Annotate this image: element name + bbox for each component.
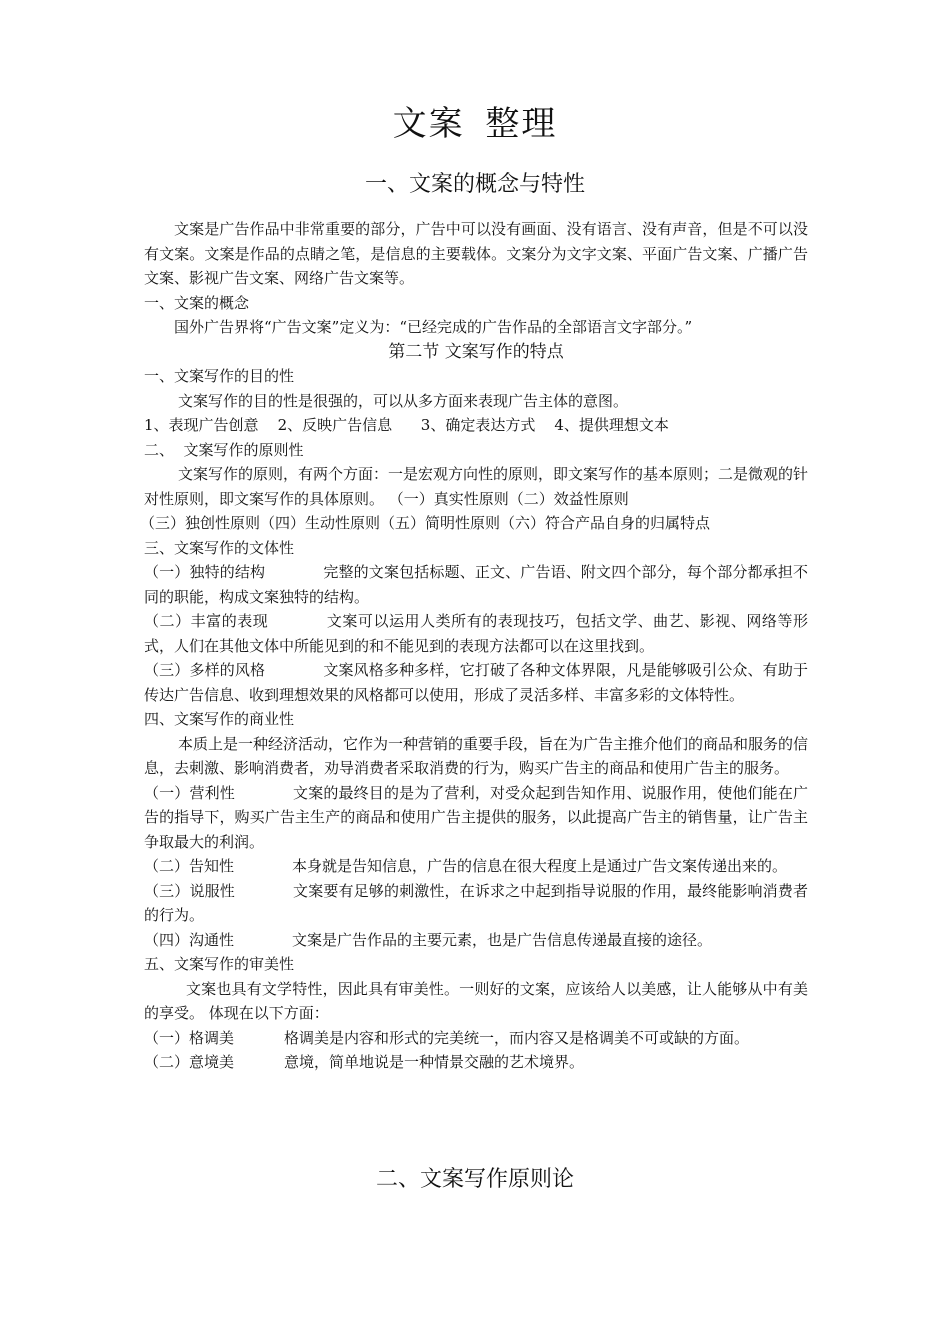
style-item-structure-text: 完整的文案包括标题、正文、广告语、附文四个部分，每个部分都承担不同的职能，构成文案独特的结构。 (144, 563, 808, 606)
style-item-structure-label: （一）独特的结构 (144, 563, 266, 581)
concept-heading: 一、文案的概念 (144, 293, 250, 312)
commerce-item-profit-text: 文案的最终目的是为了营利，对受众起到告知作用、说服作用，使他们能在广告的指导下，购买广告主生产的商品和使用广告主提供的服务，以此提高广告主的销售量，让广告主争取最大的利润。 (144, 783, 808, 851)
commerce-item-inform-label: （二）告知性 (144, 857, 235, 875)
aesthetic-item-style (144, 1026, 808, 1051)
style-item-variety (144, 658, 808, 707)
commerce-item-persuade-label: （三）说服性 (144, 881, 235, 900)
commerce-item-profit-label: （一）营利性 (144, 783, 235, 802)
principle-list: （三）独创性原则（四）生动性原则（五）简明性原则（六）符合产品自身的归属特点 (140, 514, 711, 532)
purpose-heading: 一、文案写作的目的性 (144, 367, 295, 385)
principle-text: 文案写作的原则，有两个方面：一是宏观方向性的原则，即文案写作的基本原则；二是微观的针对性原则，即文案写作的具体原则。 （一）真实性原则（二）效益性原则 (144, 465, 809, 508)
style-item-expression-text: 文案可以运用人类所有的表现技巧，包括文学、曲艺、影视、网络等形式，人们在其他文体中所能见到的和不能见到的表现方法都可以在这里找到。 (144, 612, 808, 655)
section-title-writing-traits: 第二节 文案写作的特点 (388, 341, 564, 362)
aesthetic-item-mood-label: （二）意境美 (144, 1053, 235, 1071)
intro-paragraph: 文案是广告作品中非常重要的部分，广告中可以没有画面、没有语言、没有声音，但是不可以没有文案。文案是作品的点睛之笔，是信息的主要载体。文案分为文字文案、平面广告文案、广播广告文案、影视广告文案、网络广告文案等。 (144, 220, 808, 287)
purpose-text: 文案写作的目的性是很强的，可以从多方面来表现广告主体的意图。 (178, 391, 629, 410)
commerce-item-profit (144, 781, 808, 855)
style-item-variety-text: 文案风格多种多样，它打破了各种文体界限，凡是能够吸引公众、有助于传达广告信息、收到理想效果的风格都可以使用，形成了灵活多样、丰富多彩的文体特性。 (144, 661, 808, 704)
document-title: 文案 整理 (392, 104, 558, 144)
aesthetic-item-mood-text: 意境，简单地说是一种情景交融的艺术境界。 (284, 1053, 585, 1071)
commerce-item-inform-text: 本身就是告知信息，广告的信息在很大程度上是通过广告文案传递出来的。 (292, 857, 788, 875)
section-heading-concept-and-traits: 一、文案的概念与特性 (364, 172, 585, 197)
commerce-heading: 四、文案写作的商业性 (144, 710, 295, 728)
purpose-list: 1、表现广告创意 2、反映广告信息 3、确定表达方式 4、提供理想文本 (144, 416, 669, 434)
style-heading: 三、文案写作的文体性 (144, 538, 295, 557)
document-body (140, 217, 809, 1075)
commerce-item-persuade (144, 879, 808, 928)
commerce-item-communicate (144, 928, 808, 953)
principle-heading: 二、 文案写作的原则性 (144, 440, 304, 459)
section-heading-writing-principles: 二、文案写作原则论 (375, 1167, 574, 1192)
style-item-variety-label: （三）多样的风格 (144, 661, 266, 679)
commerce-item-inform (144, 854, 808, 879)
aesthetic-item-style-label: （一）格调美 (144, 1028, 235, 1047)
aesthetic-item-mood (144, 1050, 808, 1075)
commerce-item-communicate-text: 文案是广告作品的主要元素，也是广告信息传递最直接的途径。 (292, 930, 713, 949)
style-item-structure (144, 560, 808, 609)
commerce-item-communicate-label: （四）沟通性 (144, 930, 235, 949)
aesthetic-heading: 五、文案写作的审美性 (144, 955, 295, 973)
aesthetic-text: 文案也具有文学特性，因此具有审美性。一则好的文案，应该给人以美感，让人能够从中有美的享受。 体现在以下方面： (144, 979, 808, 1022)
commerce-item-persuade-text: 文案要有足够的刺激性，在诉求之中起到指导说服的作用，最终能影响消费者的行为。 (144, 881, 808, 924)
concept-definition: 国外广告界将“广告文案”定义为：“已经完成的广告作品的全部语言文字部分。” (174, 318, 693, 336)
aesthetic-item-style-text: 格调美是内容和形式的完美统一，而内容又是格调美不可或缺的方面。 (284, 1028, 750, 1047)
style-item-expression (144, 609, 808, 658)
commerce-text: 本质上是一种经济活动，它作为一种营销的重要手段，旨在为广告主推介他们的商品和服务的信息，去刺激、影响消费者，劝导消费者采取消费的行为，购买广告主的商品和使用广告主的服务。 (144, 734, 809, 777)
style-item-expression-label: （二）丰富的表现 (144, 612, 269, 630)
